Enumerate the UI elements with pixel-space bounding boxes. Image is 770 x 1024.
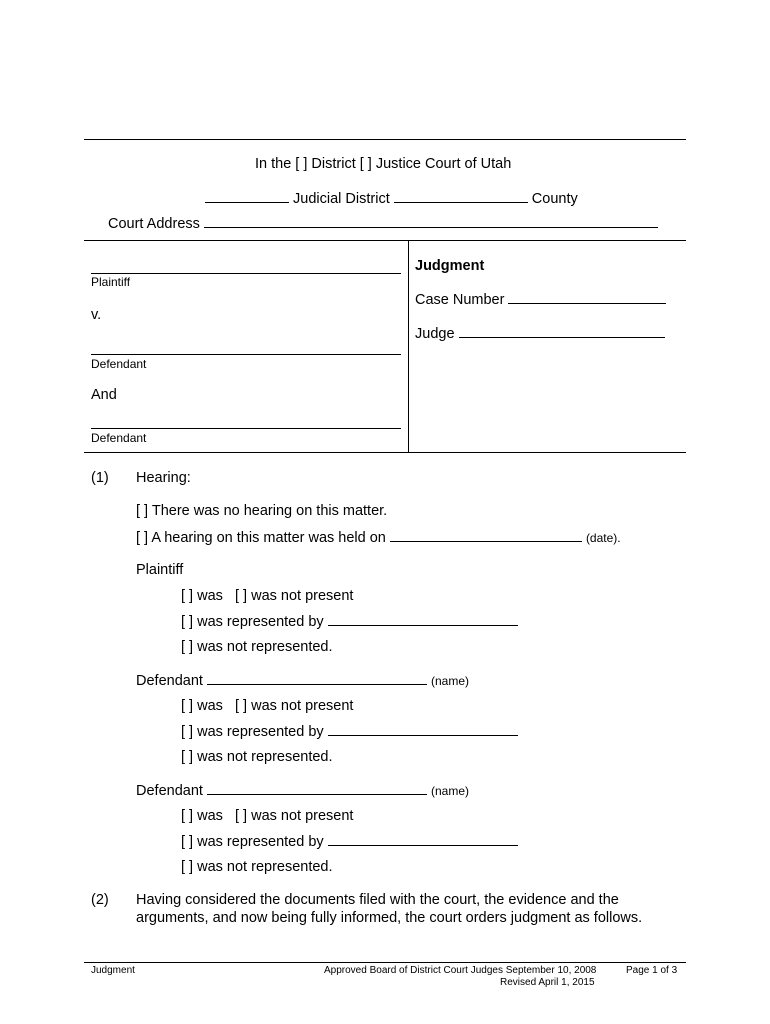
court-line: In the [ ] District [ ] Justice Court of Utah [255, 156, 512, 172]
defendant2-present-options[interactable]: [ ] was [ ] was not present [181, 808, 354, 824]
court-address-row [108, 215, 658, 232]
county-field[interactable] [394, 190, 528, 203]
case-number-field[interactable] [508, 291, 666, 304]
case-number-row [415, 291, 666, 308]
defendant1-represented-row [181, 723, 518, 740]
versus-label: v. [91, 307, 102, 323]
defendant2-subheading: Defendant [136, 783, 203, 799]
footer-form-name: Judgment [91, 965, 135, 976]
caption-top-rule [84, 240, 686, 241]
defendant1-present-options[interactable]: [ ] was [ ] was not present [181, 698, 354, 714]
defendant2-row [136, 782, 469, 799]
plaintiff-not-represented-option[interactable]: [ ] was not represented. [181, 639, 333, 655]
defendant1-caption-label: Defendant [91, 357, 147, 371]
defendant2-represented-row [181, 833, 518, 850]
defendant1-attorney-field[interactable] [328, 723, 518, 736]
top-rule [84, 139, 686, 140]
defendant2-not-represented-option[interactable]: [ ] was not represented. [181, 859, 333, 875]
judge-label: Judge [415, 326, 455, 342]
defendant1-not-represented-option[interactable]: [ ] was not represented. [181, 749, 333, 765]
plaintiff-represented-option[interactable]: [ ] was represented by [181, 614, 324, 630]
plaintiff-caption-label: Plaintiff [91, 275, 131, 289]
footer-page-number: Page 1 of 3 [626, 965, 678, 976]
document-title: Judgment [415, 258, 485, 274]
judicial-district-label: Judicial District [293, 191, 390, 207]
plaintiff-name-line[interactable] [91, 273, 401, 274]
court-address-label: Court Address [108, 216, 200, 232]
date-hint: (date). [585, 531, 621, 545]
section2-line2: arguments, and now being fully informed, the court orders judgment as follows. [136, 910, 643, 926]
plaintiff-represented-row [181, 613, 518, 630]
plaintiff-attorney-field[interactable] [328, 613, 518, 626]
defendant1-row [136, 672, 469, 689]
defendant2-name-field[interactable] [207, 782, 427, 795]
no-hearing-option[interactable]: [ ] There was no hearing on this matter. [136, 503, 388, 519]
footer-revised: Revised April 1, 2015 [500, 977, 595, 988]
judicial-district-row [205, 190, 578, 207]
hearing-held-option[interactable]: [ ] A hearing on this matter was held on [136, 530, 386, 546]
hearing-held-row [136, 529, 621, 546]
section1-heading: Hearing: [136, 470, 191, 486]
judicial-district-field[interactable] [205, 190, 289, 203]
defendant2-represented-option[interactable]: [ ] was represented by [181, 834, 324, 850]
section1-number: (1) [91, 470, 109, 486]
hearing-date-field[interactable] [390, 529, 582, 542]
section2-line1: Having considered the documents filed with the court, the evidence and the [136, 892, 619, 908]
defendant2-caption-label: Defendant [91, 431, 147, 445]
defendant1-name-hint: (name) [430, 674, 469, 688]
county-label: County [531, 191, 578, 207]
plaintiff-subheading: Plaintiff [136, 562, 184, 578]
and-label: And [91, 387, 117, 403]
footer-approved: Approved Board of District Court Judges September 10, 2008 [324, 965, 597, 976]
defendant2-attorney-field[interactable] [328, 833, 518, 846]
defendant1-subheading: Defendant [136, 673, 203, 689]
judge-row [415, 325, 665, 342]
caption-divider [408, 240, 409, 453]
defendant2-name-line[interactable] [91, 428, 401, 429]
defendant1-name-line[interactable] [91, 354, 401, 355]
defendant2-name-hint: (name) [430, 784, 469, 798]
caption-bottom-rule [84, 452, 686, 453]
defendant1-represented-option[interactable]: [ ] was represented by [181, 724, 324, 740]
case-number-label: Case Number [415, 292, 505, 308]
footer-rule [84, 962, 686, 963]
defendant1-name-field[interactable] [207, 672, 427, 685]
judge-field[interactable] [459, 325, 665, 338]
court-address-field[interactable] [204, 215, 658, 228]
section2-number: (2) [91, 892, 109, 908]
plaintiff-present-options[interactable]: [ ] was [ ] was not present [181, 588, 354, 604]
